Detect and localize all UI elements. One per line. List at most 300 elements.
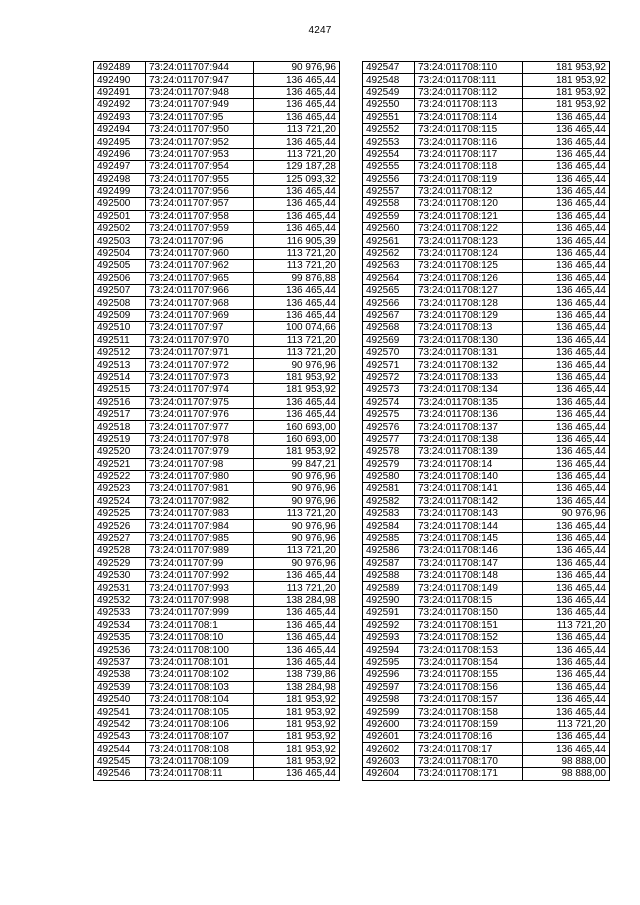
cadastral-number-cell: 73:24:011708:16: [415, 731, 523, 743]
row-number-cell: 492511: [94, 334, 146, 346]
table-row: [363, 285, 610, 297]
cadastral-value-cell: 181 953,92: [254, 693, 340, 705]
row-number-cell: 492553: [363, 136, 415, 148]
cadastral-value-cell: 116 905,39: [254, 235, 340, 247]
cadastral-number-cell: 73:24:011708:142: [415, 495, 523, 507]
cadastral-value-cell: 138 739,86: [254, 669, 340, 681]
cadastral-number-cell: 73:24:011708:17: [415, 743, 523, 755]
cadastral-number-cell: 73:24:011708:106: [146, 718, 254, 730]
row-number-cell: 492517: [94, 408, 146, 420]
table-row: [363, 322, 610, 334]
row-number-cell: 492589: [363, 582, 415, 594]
cadastral-number-cell: 73:24:011708:117: [415, 148, 523, 160]
row-number-cell: 492556: [363, 173, 415, 185]
cadastral-value-cell: 90 976,96: [254, 483, 340, 495]
row-number-cell: 492516: [94, 396, 146, 408]
cadastral-number-cell: 73:24:011708:15: [415, 594, 523, 606]
row-number-cell: 492559: [363, 210, 415, 222]
table-row: [363, 706, 610, 718]
row-number-cell: 492505: [94, 260, 146, 272]
cadastral-value-cell: 136 465,44: [523, 309, 610, 321]
table-row: [363, 545, 610, 557]
cadastral-number-cell: 73:24:011707:972: [146, 359, 254, 371]
table-row: [363, 123, 610, 135]
row-number-cell: 492542: [94, 718, 146, 730]
row-number-cell: 492508: [94, 297, 146, 309]
cadastral-value-cell: 113 721,20: [254, 346, 340, 358]
cadastral-value-cell: 136 465,44: [523, 520, 610, 532]
cadastral-value-cell: 136 465,44: [254, 619, 340, 631]
table-row: [94, 123, 340, 135]
cadastral-value-cell: 99 847,21: [254, 458, 340, 470]
cadastral-value-cell: 136 465,44: [254, 570, 340, 582]
cadastral-value-cell: 90 976,96: [254, 520, 340, 532]
cadastral-value-cell: 181 953,92: [254, 743, 340, 755]
table-row: [94, 433, 340, 445]
row-number-cell: 492564: [363, 272, 415, 284]
row-number-cell: 492495: [94, 136, 146, 148]
cadastral-number-cell: 73:24:011708:123: [415, 235, 523, 247]
row-number-cell: 492532: [94, 594, 146, 606]
table-row: [363, 408, 610, 420]
table-row: [363, 223, 610, 235]
table-row: [363, 86, 610, 98]
cadastral-value-cell: 136 465,44: [254, 136, 340, 148]
table-row: [94, 384, 340, 396]
row-number-cell: 492509: [94, 309, 146, 321]
cadastral-number-cell: 73:24:011708:114: [415, 111, 523, 123]
table-row: [94, 557, 340, 569]
table-row: [363, 582, 610, 594]
cadastral-number-cell: 73:24:011708:133: [415, 371, 523, 383]
cadastral-number-cell: 73:24:011707:985: [146, 532, 254, 544]
cadastral-value-cell: 136 465,44: [254, 223, 340, 235]
table-row: [94, 421, 340, 433]
cadastral-value-cell: 113 721,20: [523, 619, 610, 631]
cadastral-value-cell: 136 465,44: [254, 656, 340, 668]
table-row: [363, 148, 610, 160]
row-number-cell: 492557: [363, 185, 415, 197]
row-number-cell: 492576: [363, 421, 415, 433]
cadastral-value-cell: 98 888,00: [523, 755, 610, 767]
cadastral-number-cell: 73:24:011708:154: [415, 656, 523, 668]
row-number-cell: 492555: [363, 161, 415, 173]
cadastral-number-cell: 73:24:011707:99: [146, 557, 254, 569]
table-row: [363, 371, 610, 383]
cadastral-value-cell: 181 953,92: [523, 86, 610, 98]
table-row: [363, 297, 610, 309]
cadastral-value-cell: 136 465,44: [523, 545, 610, 557]
table-row: [94, 346, 340, 358]
cadastral-value-cell: 136 465,44: [254, 198, 340, 210]
cadastral-value-cell: 136 465,44: [523, 495, 610, 507]
table-row: [94, 136, 340, 148]
row-number-cell: 492492: [94, 99, 146, 111]
cadastral-value-cell: 136 465,44: [523, 446, 610, 458]
row-number-cell: 492490: [94, 74, 146, 86]
row-number-cell: 492528: [94, 545, 146, 557]
cadastral-value-cell: 181 953,92: [254, 755, 340, 767]
row-number-cell: 492502: [94, 223, 146, 235]
row-number-cell: 492522: [94, 470, 146, 482]
table-row: [363, 693, 610, 705]
cadastral-value-cell: 181 953,92: [523, 74, 610, 86]
cadastral-number-cell: 73:24:011708:103: [146, 681, 254, 693]
row-number-cell: 492530: [94, 570, 146, 582]
cadastral-number-cell: 73:24:011708:149: [415, 582, 523, 594]
cadastral-value-cell: 113 721,20: [254, 247, 340, 259]
cadastral-value-cell: 136 465,44: [254, 396, 340, 408]
cadastral-value-cell: 113 721,20: [523, 718, 610, 730]
row-number-cell: 492562: [363, 247, 415, 259]
cadastral-value-cell: 136 465,44: [523, 297, 610, 309]
cadastral-number-cell: 73:24:011707:97: [146, 322, 254, 334]
row-number-cell: 492588: [363, 570, 415, 582]
row-number-cell: 492493: [94, 111, 146, 123]
cadastral-value-cell: 136 465,44: [523, 198, 610, 210]
cadastral-number-cell: 73:24:011708:112: [415, 86, 523, 98]
cadastral-number-cell: 73:24:011707:953: [146, 148, 254, 160]
cadastral-number-cell: 73:24:011708:158: [415, 706, 523, 718]
table-row: [363, 272, 610, 284]
row-number-cell: 492521: [94, 458, 146, 470]
cadastral-number-cell: 73:24:011707:973: [146, 371, 254, 383]
cadastral-value-cell: 100 074,66: [254, 322, 340, 334]
row-number-cell: 492506: [94, 272, 146, 284]
table-row: [94, 297, 340, 309]
table-row: [94, 309, 340, 321]
cadastral-number-cell: 73:24:011708:156: [415, 681, 523, 693]
cadastral-value-cell: 136 465,44: [254, 631, 340, 643]
table-row: [363, 768, 610, 780]
row-number-cell: 492596: [363, 669, 415, 681]
table-row: [363, 185, 610, 197]
cadastral-value-cell: 181 953,92: [523, 99, 610, 111]
cadastral-value-cell: 125 093,32: [254, 173, 340, 185]
table-row: [94, 607, 340, 619]
row-number-cell: 492602: [363, 743, 415, 755]
row-number-cell: 492568: [363, 322, 415, 334]
row-number-cell: 492543: [94, 731, 146, 743]
table-row: [94, 644, 340, 656]
table-row: [363, 520, 610, 532]
cadastral-number-cell: 73:24:011708:155: [415, 669, 523, 681]
cadastral-number-cell: 73:24:011708:111: [415, 74, 523, 86]
cadastral-value-cell: 136 465,44: [523, 483, 610, 495]
cadastral-value-cell: 90 976,96: [254, 557, 340, 569]
cadastral-value-cell: 136 465,44: [254, 768, 340, 780]
row-number-cell: 492536: [94, 644, 146, 656]
table-row: [94, 272, 340, 284]
cadastral-number-cell: 73:24:011708:102: [146, 669, 254, 681]
cadastral-number-cell: 73:24:011708:135: [415, 396, 523, 408]
table-row: [94, 148, 340, 160]
cadastral-value-cell: 136 465,44: [254, 185, 340, 197]
row-number-cell: 492535: [94, 631, 146, 643]
cadastral-number-cell: 73:24:011708:116: [415, 136, 523, 148]
cadastral-number-cell: 73:24:011707:96: [146, 235, 254, 247]
cadastral-number-cell: 73:24:011708:157: [415, 693, 523, 705]
table-row: [94, 111, 340, 123]
cadastral-value-cell: 136 465,44: [254, 74, 340, 86]
cadastral-number-cell: 73:24:011707:960: [146, 247, 254, 259]
cadastral-number-cell: 73:24:011708:148: [415, 570, 523, 582]
row-number-cell: 492558: [363, 198, 415, 210]
table-row: [94, 396, 340, 408]
cadastral-value-cell: 181 953,92: [254, 706, 340, 718]
row-number-cell: 492572: [363, 371, 415, 383]
page-number: 4247: [308, 25, 332, 36]
cadastral-value-cell: 136 465,44: [523, 743, 610, 755]
cadastral-number-cell: 73:24:011708:138: [415, 433, 523, 445]
cadastral-value-cell: 90 976,96: [254, 495, 340, 507]
row-number-cell: 492491: [94, 86, 146, 98]
row-number-cell: 492498: [94, 173, 146, 185]
table-row: [363, 483, 610, 495]
table-row: [363, 557, 610, 569]
cadastral-value-cell: 136 465,44: [523, 669, 610, 681]
table-row: [363, 458, 610, 470]
cadastral-value-cell: 136 465,44: [254, 285, 340, 297]
table-row: [94, 495, 340, 507]
cadastral-value-cell: 136 465,44: [523, 359, 610, 371]
cadastral-number-cell: 73:24:011708:119: [415, 173, 523, 185]
row-number-cell: 492586: [363, 545, 415, 557]
cadastral-number-cell: 73:24:011707:993: [146, 582, 254, 594]
table-row: [94, 743, 340, 755]
table-row: [363, 346, 610, 358]
row-number-cell: 492563: [363, 260, 415, 272]
table-row: [363, 619, 610, 631]
cadastral-value-cell: 90 976,96: [523, 508, 610, 520]
row-number-cell: 492601: [363, 731, 415, 743]
cadastral-number-cell: 73:24:011708:170: [415, 755, 523, 767]
table-row: [363, 594, 610, 606]
row-number-cell: 492547: [363, 62, 415, 74]
row-number-cell: 492503: [94, 235, 146, 247]
table-row: [363, 334, 610, 346]
table-row: [363, 669, 610, 681]
cadastral-value-cell: 113 721,20: [254, 334, 340, 346]
cadastral-value-cell: 136 465,44: [523, 260, 610, 272]
cadastral-number-cell: 73:24:011707:955: [146, 173, 254, 185]
row-number-cell: 492497: [94, 161, 146, 173]
row-number-cell: 492507: [94, 285, 146, 297]
cadastral-value-cell: 138 284,98: [254, 681, 340, 693]
row-number-cell: 492548: [363, 74, 415, 86]
row-number-cell: 492531: [94, 582, 146, 594]
table-row: [363, 173, 610, 185]
row-number-cell: 492500: [94, 198, 146, 210]
row-number-cell: 492575: [363, 408, 415, 420]
row-number-cell: 492590: [363, 594, 415, 606]
cadastral-number-cell: 73:24:011708:120: [415, 198, 523, 210]
cadastral-value-cell: 113 721,20: [254, 582, 340, 594]
row-number-cell: 492494: [94, 123, 146, 135]
row-number-cell: 492510: [94, 322, 146, 334]
table-row: [363, 470, 610, 482]
cadastral-value-cell: 136 465,44: [523, 470, 610, 482]
cadastral-number-cell: 73:24:011708:130: [415, 334, 523, 346]
cadastral-number-cell: 73:24:011708:131: [415, 346, 523, 358]
table-row: [94, 62, 340, 74]
row-number-cell: 492604: [363, 768, 415, 780]
cadastral-number-cell: 73:24:011708:125: [415, 260, 523, 272]
cadastral-value-cell: 136 465,44: [254, 297, 340, 309]
cadastral-number-cell: 73:24:011707:977: [146, 421, 254, 433]
cadastral-value-cell: 136 465,44: [523, 607, 610, 619]
cadastral-value-cell: 136 465,44: [254, 607, 340, 619]
table-row: [363, 210, 610, 222]
cadastral-value-cell: 136 465,44: [523, 272, 610, 284]
cadastral-number-cell: 73:24:011707:949: [146, 99, 254, 111]
row-number-cell: 492565: [363, 285, 415, 297]
cadastral-value-cell: 90 976,96: [254, 359, 340, 371]
cadastral-value-cell: 181 953,92: [254, 384, 340, 396]
cadastral-value-cell: 136 465,44: [523, 557, 610, 569]
table-row: [94, 693, 340, 705]
cadastral-value-cell: 136 465,44: [523, 173, 610, 185]
row-number-cell: 492538: [94, 669, 146, 681]
cadastral-number-cell: 73:24:011708:122: [415, 223, 523, 235]
table-row: [363, 532, 610, 544]
cadastral-number-cell: 73:24:011708:147: [415, 557, 523, 569]
table-row: [94, 185, 340, 197]
cadastral-value-cell: 136 465,44: [523, 111, 610, 123]
table-row: [94, 768, 340, 780]
cadastral-value-cell: 90 976,96: [254, 470, 340, 482]
cadastral-number-cell: 73:24:011707:95: [146, 111, 254, 123]
table-row: [363, 359, 610, 371]
cadastral-value-cell: 98 888,00: [523, 768, 610, 780]
table-row: [363, 421, 610, 433]
row-number-cell: 492585: [363, 532, 415, 544]
cadastral-number-cell: 73:24:011708:109: [146, 755, 254, 767]
cadastral-number-cell: 73:24:011707:999: [146, 607, 254, 619]
table-row: [363, 309, 610, 321]
cadastral-value-cell: 113 721,20: [254, 123, 340, 135]
cadastral-number-cell: 73:24:011708:101: [146, 656, 254, 668]
row-number-cell: 492539: [94, 681, 146, 693]
row-number-cell: 492574: [363, 396, 415, 408]
row-number-cell: 492561: [363, 235, 415, 247]
cadastral-number-cell: 73:24:011707:978: [146, 433, 254, 445]
cadastral-value-cell: 136 465,44: [523, 396, 610, 408]
row-number-cell: 492537: [94, 656, 146, 668]
row-number-cell: 492529: [94, 557, 146, 569]
row-number-cell: 492566: [363, 297, 415, 309]
table-row: [363, 111, 610, 123]
cadastral-value-cell: 136 465,44: [523, 570, 610, 582]
cadastral-value-cell: 136 465,44: [523, 594, 610, 606]
cadastral-value-cell: 136 465,44: [523, 247, 610, 259]
cadastral-number-cell: 73:24:011708:140: [415, 470, 523, 482]
row-number-cell: 492552: [363, 123, 415, 135]
cadastral-value-cell: 136 465,44: [254, 309, 340, 321]
table-row: [363, 644, 610, 656]
cadastral-number-cell: 73:24:011708:118: [415, 161, 523, 173]
cadastral-number-cell: 73:24:011708:121: [415, 210, 523, 222]
cadastral-value-cell: 136 465,44: [254, 99, 340, 111]
cadastral-number-cell: 73:24:011708:11: [146, 768, 254, 780]
cadastral-value-cell: 136 465,44: [523, 421, 610, 433]
table-row: [363, 570, 610, 582]
row-number-cell: 492546: [94, 768, 146, 780]
table-row: [94, 161, 340, 173]
cadastral-value-cell: 113 721,20: [254, 260, 340, 272]
row-number-cell: 492513: [94, 359, 146, 371]
row-number-cell: 492545: [94, 755, 146, 767]
table-row: [363, 260, 610, 272]
row-number-cell: 492567: [363, 309, 415, 321]
cadastral-value-cell: 136 465,44: [523, 334, 610, 346]
cadastral-value-cell: 136 465,44: [523, 136, 610, 148]
row-number-cell: 492504: [94, 247, 146, 259]
cadastral-number-cell: 73:24:011708:145: [415, 532, 523, 544]
row-number-cell: 492587: [363, 557, 415, 569]
cadastral-number-cell: 73:24:011707:976: [146, 408, 254, 420]
cadastral-number-cell: 73:24:011708:141: [415, 483, 523, 495]
row-number-cell: 492593: [363, 631, 415, 643]
table-row: [94, 470, 340, 482]
cadastral-number-cell: 73:24:011707:956: [146, 185, 254, 197]
row-number-cell: 492592: [363, 619, 415, 631]
table-row: [363, 235, 610, 247]
table-row: [363, 161, 610, 173]
cadastral-value-cell: 181 953,92: [254, 718, 340, 730]
cadastral-number-cell: 73:24:011708:134: [415, 384, 523, 396]
cadastral-value-cell: 136 465,44: [523, 681, 610, 693]
table-row: [363, 396, 610, 408]
cadastral-value-cell: 136 465,44: [523, 693, 610, 705]
cadastral-number-cell: 73:24:011708:150: [415, 607, 523, 619]
cadastral-value-cell: 181 953,92: [254, 371, 340, 383]
row-number-cell: 492496: [94, 148, 146, 160]
cadastral-number-cell: 73:24:011708:126: [415, 272, 523, 284]
table-row: [363, 384, 610, 396]
table-row: [363, 607, 610, 619]
table-row: [94, 582, 340, 594]
table-row: [94, 334, 340, 346]
table-row: [94, 508, 340, 520]
row-number-cell: 492534: [94, 619, 146, 631]
row-number-cell: 492514: [94, 371, 146, 383]
table-row: [94, 458, 340, 470]
row-number-cell: 492571: [363, 359, 415, 371]
row-number-cell: 492584: [363, 520, 415, 532]
cadastral-value-cell: 138 284,98: [254, 594, 340, 606]
cadastral-number-cell: 73:24:011708:151: [415, 619, 523, 631]
row-number-cell: 492600: [363, 718, 415, 730]
table-row: [94, 631, 340, 643]
cadastral-number-cell: 73:24:011707:944: [146, 62, 254, 74]
table-row: [363, 446, 610, 458]
table-row: [363, 718, 610, 730]
table-row: [94, 520, 340, 532]
cadastral-number-cell: 73:24:011707:948: [146, 86, 254, 98]
cadastral-value-cell: 113 721,20: [254, 545, 340, 557]
row-number-cell: 492554: [363, 148, 415, 160]
table-row: [94, 74, 340, 86]
cadastral-number-cell: 73:24:011708:115: [415, 123, 523, 135]
row-number-cell: 492583: [363, 508, 415, 520]
row-number-cell: 492595: [363, 656, 415, 668]
table-row: [94, 656, 340, 668]
cadastral-value-cell: 136 465,44: [523, 582, 610, 594]
cadastral-number-cell: 73:24:011708:137: [415, 421, 523, 433]
row-number-cell: 492524: [94, 495, 146, 507]
cadastral-number-cell: 73:24:011708:144: [415, 520, 523, 532]
